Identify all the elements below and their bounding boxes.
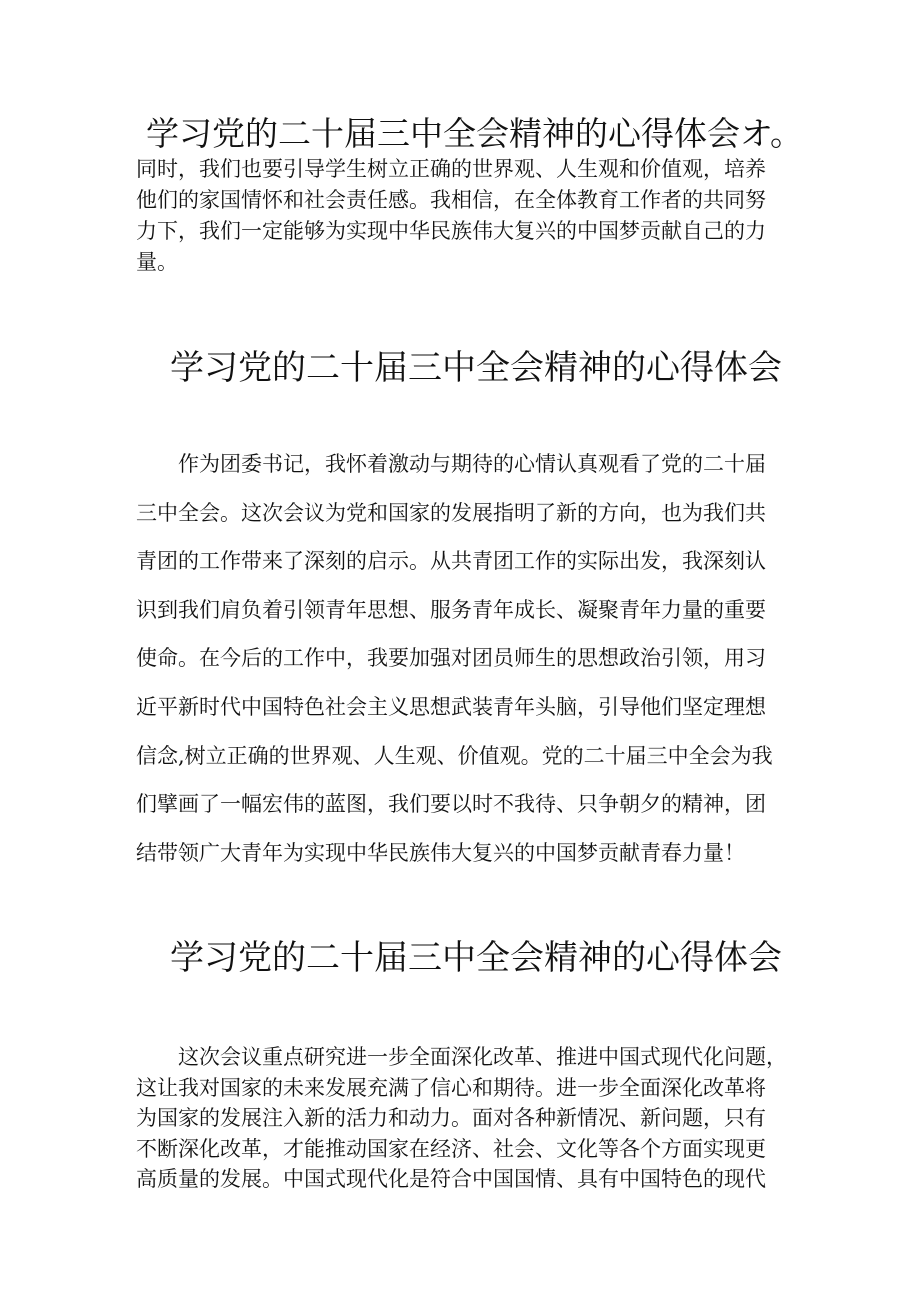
paragraph-line: 这次会议重点研究进一步全面深化改革、推进中国式现代化问题， [136, 1045, 787, 1069]
paragraph-line: 高质量的发展。中国式现代化是符合中国国情、具有中国特色的现代 [136, 1167, 766, 1191]
paragraph-line: 量。 [136, 250, 178, 274]
paragraph-line: 三中全会。这次会议为党和国家的发展指明了新的方向，也为我们共 [136, 500, 766, 525]
section-2-paragraph [136, 440, 773, 877]
paragraph-line: 信念,树立正确的世界观、人生观、价值观。党的二十届三中全会为我 [136, 743, 773, 768]
section-1-paragraph [136, 154, 766, 278]
paragraph-line: 他们的家国情怀和社会责任感。我相信，在全体教育工作者的共同努 [136, 188, 766, 212]
paragraph-line: 力下，我们一定能够为实现中华民族伟大复兴的中国梦贡献自己的力 [136, 219, 766, 243]
paragraph-line: 作为团委书记，我怀着激动与期待的心情认真观看了党的二十届 [136, 452, 766, 476]
section-3-paragraph [136, 1042, 787, 1195]
paragraph-line: 近平新时代中国特色社会主义思想武装青年头脑，引导他们坚定理想 [136, 694, 766, 719]
paragraph-line: 为国家的发展注入新的活力和动力。面对各种新情况、新问题，只有 [136, 1106, 766, 1130]
section-1-title-text: 学习党的二十届三中全会精神的心得体会 [146, 114, 740, 153]
paragraph-line: 识到我们肩负着引领青年思想、服务青年成长、凝聚青年力量的重要 [136, 597, 766, 622]
section-2-title: 学习党的二十届三中全会精神的心得体会 [170, 348, 782, 388]
section-3-title: 学习党的二十届三中全会精神的心得体会 [170, 938, 782, 978]
paragraph-line: 青团的工作带来了深刻的启示。从共青团工作的实际出发，我深刻认 [136, 549, 766, 574]
paragraph-line: 使命。在今后的工作中，我要加强对团员师生的思想政治引领，用习 [136, 646, 766, 671]
section-1-title [146, 108, 803, 155]
paragraph-line: 这让我对国家的未来发展充满了信心和期待。进一步全面深化改革将 [136, 1075, 766, 1100]
section-1-title-suffix: オ。 [740, 114, 804, 153]
paragraph-line: 结带领广大青年为实现中华民族伟大复兴的中国梦贡献青春力量！ [136, 840, 745, 865]
paragraph-line: 们擘画了一幅宏伟的蓝图，我们要以时不我待、只争朝夕的精神，团 [136, 792, 766, 817]
paragraph-line: 不断深化改革，才能推动国家在经济、社会、文化等各个方面实现更 [136, 1136, 766, 1161]
paragraph-line: 同时，我们也要引导学生树立正确的世界观、人生观和价值观，培养 [136, 157, 766, 181]
